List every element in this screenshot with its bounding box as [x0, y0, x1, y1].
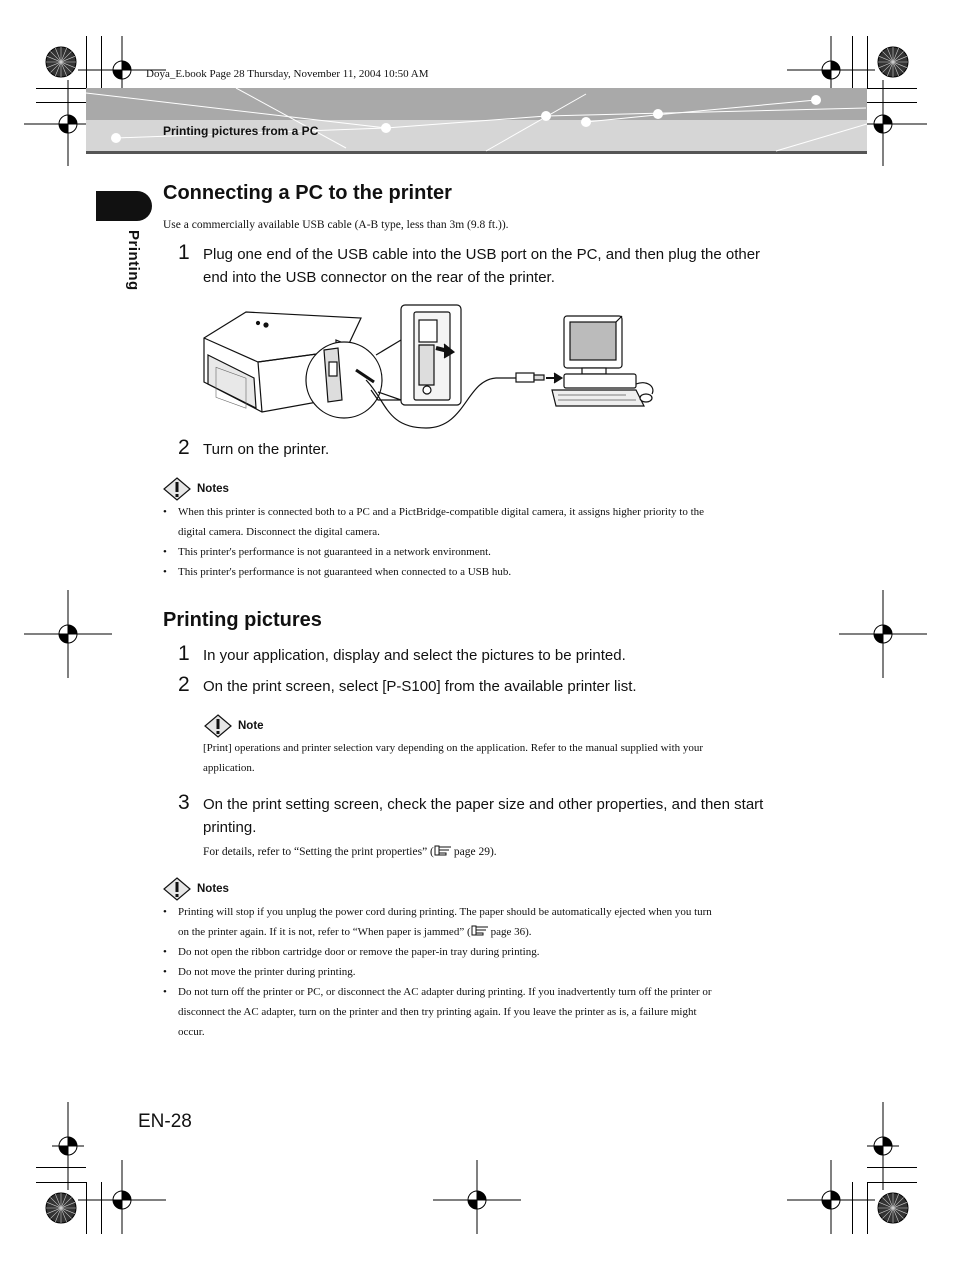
- list-item: • Printing will stop if you unplug the power cord during printing. The paper should be automatically ejected when you turn on the printer again. If it is not, refer to “When paper is jammed” ( page 36).: [163, 902, 803, 942]
- list-item: • This printer's performance is not guaranteed in a network environment.: [163, 542, 803, 562]
- section-title-connecting: Connecting a PC to the printer: [163, 182, 452, 204]
- section-title-printing: Printing pictures: [163, 609, 322, 631]
- header-band: [86, 88, 867, 154]
- exclamation-diamond-icon: [163, 477, 191, 501]
- page-number: EN-28: [138, 1111, 192, 1132]
- note-text: [Print] operations and printer selection vary depending on the application. Refer to the manual supplied with your application.: [203, 742, 704, 774]
- pointing-hand-icon: [434, 844, 454, 856]
- side-label: Printing: [125, 230, 142, 291]
- list-item: • Do not turn off the printer or PC, or disconnect the AC adapter during printing. If you inadvertently turn off the printer or disconnect the AC adapter, turn on the printer and then try printing again. If you leave the printer as is, a failure might occur.: [163, 982, 803, 1042]
- notes-heading: Notes: [197, 483, 229, 495]
- step-number: 2: [178, 436, 190, 459]
- note-heading: Note: [238, 720, 264, 732]
- list-item: • Do not move the printer during printing.: [163, 962, 803, 982]
- step-text: In your application, display and select the pictures to be printed.: [203, 647, 626, 664]
- header-decoration: [86, 88, 867, 154]
- list-item: • When this printer is connected both to a PC and a PictBridge-compatible digital camera, it assigns higher priority to the digital camera. Disconnect the digital camera.: [163, 502, 803, 542]
- exclamation-diamond-icon: [204, 714, 232, 738]
- step-number: 2: [178, 673, 190, 696]
- step-number: 1: [178, 241, 190, 264]
- step-number: 3: [178, 791, 190, 814]
- step-text: Turn on the printer.: [203, 441, 330, 458]
- running-head: Printing pictures from a PC: [163, 124, 319, 138]
- reference-text: For details, refer to “Setting the print properties” ( page 29).: [203, 846, 497, 858]
- step-text: On the print setting screen, check the paper size and other properties, and then start printing.: [203, 796, 764, 836]
- step-text: On the print screen, select [P-S100] from the available printer list.: [203, 678, 637, 695]
- list-item: • This printer's performance is not guaranteed when connected to a USB hub.: [163, 562, 803, 582]
- exclamation-diamond-icon: [163, 877, 191, 901]
- section-intro: Use a commercially available USB cable (A-B type, less than 3m (9.8 ft.)).: [163, 219, 509, 231]
- notes-heading: Notes: [197, 883, 229, 895]
- notes-list: [163, 902, 803, 1042]
- step-text: Plug one end of the USB cable into the USB port on the PC, and then plug the other end into the USB connector on the rear of the printer.: [203, 246, 761, 286]
- pointing-hand-icon: [471, 924, 491, 936]
- step-number: 1: [178, 642, 190, 665]
- usb-connection-illustration: [196, 300, 666, 430]
- side-tab-marker: [96, 191, 152, 221]
- notes-list: [163, 502, 803, 582]
- book-meta: Doya_E.book Page 28 Thursday, November 11, 2004 10:50 AM: [146, 68, 429, 80]
- list-item: • Do not open the ribbon cartridge door or remove the paper-in tray during printing.: [163, 942, 803, 962]
